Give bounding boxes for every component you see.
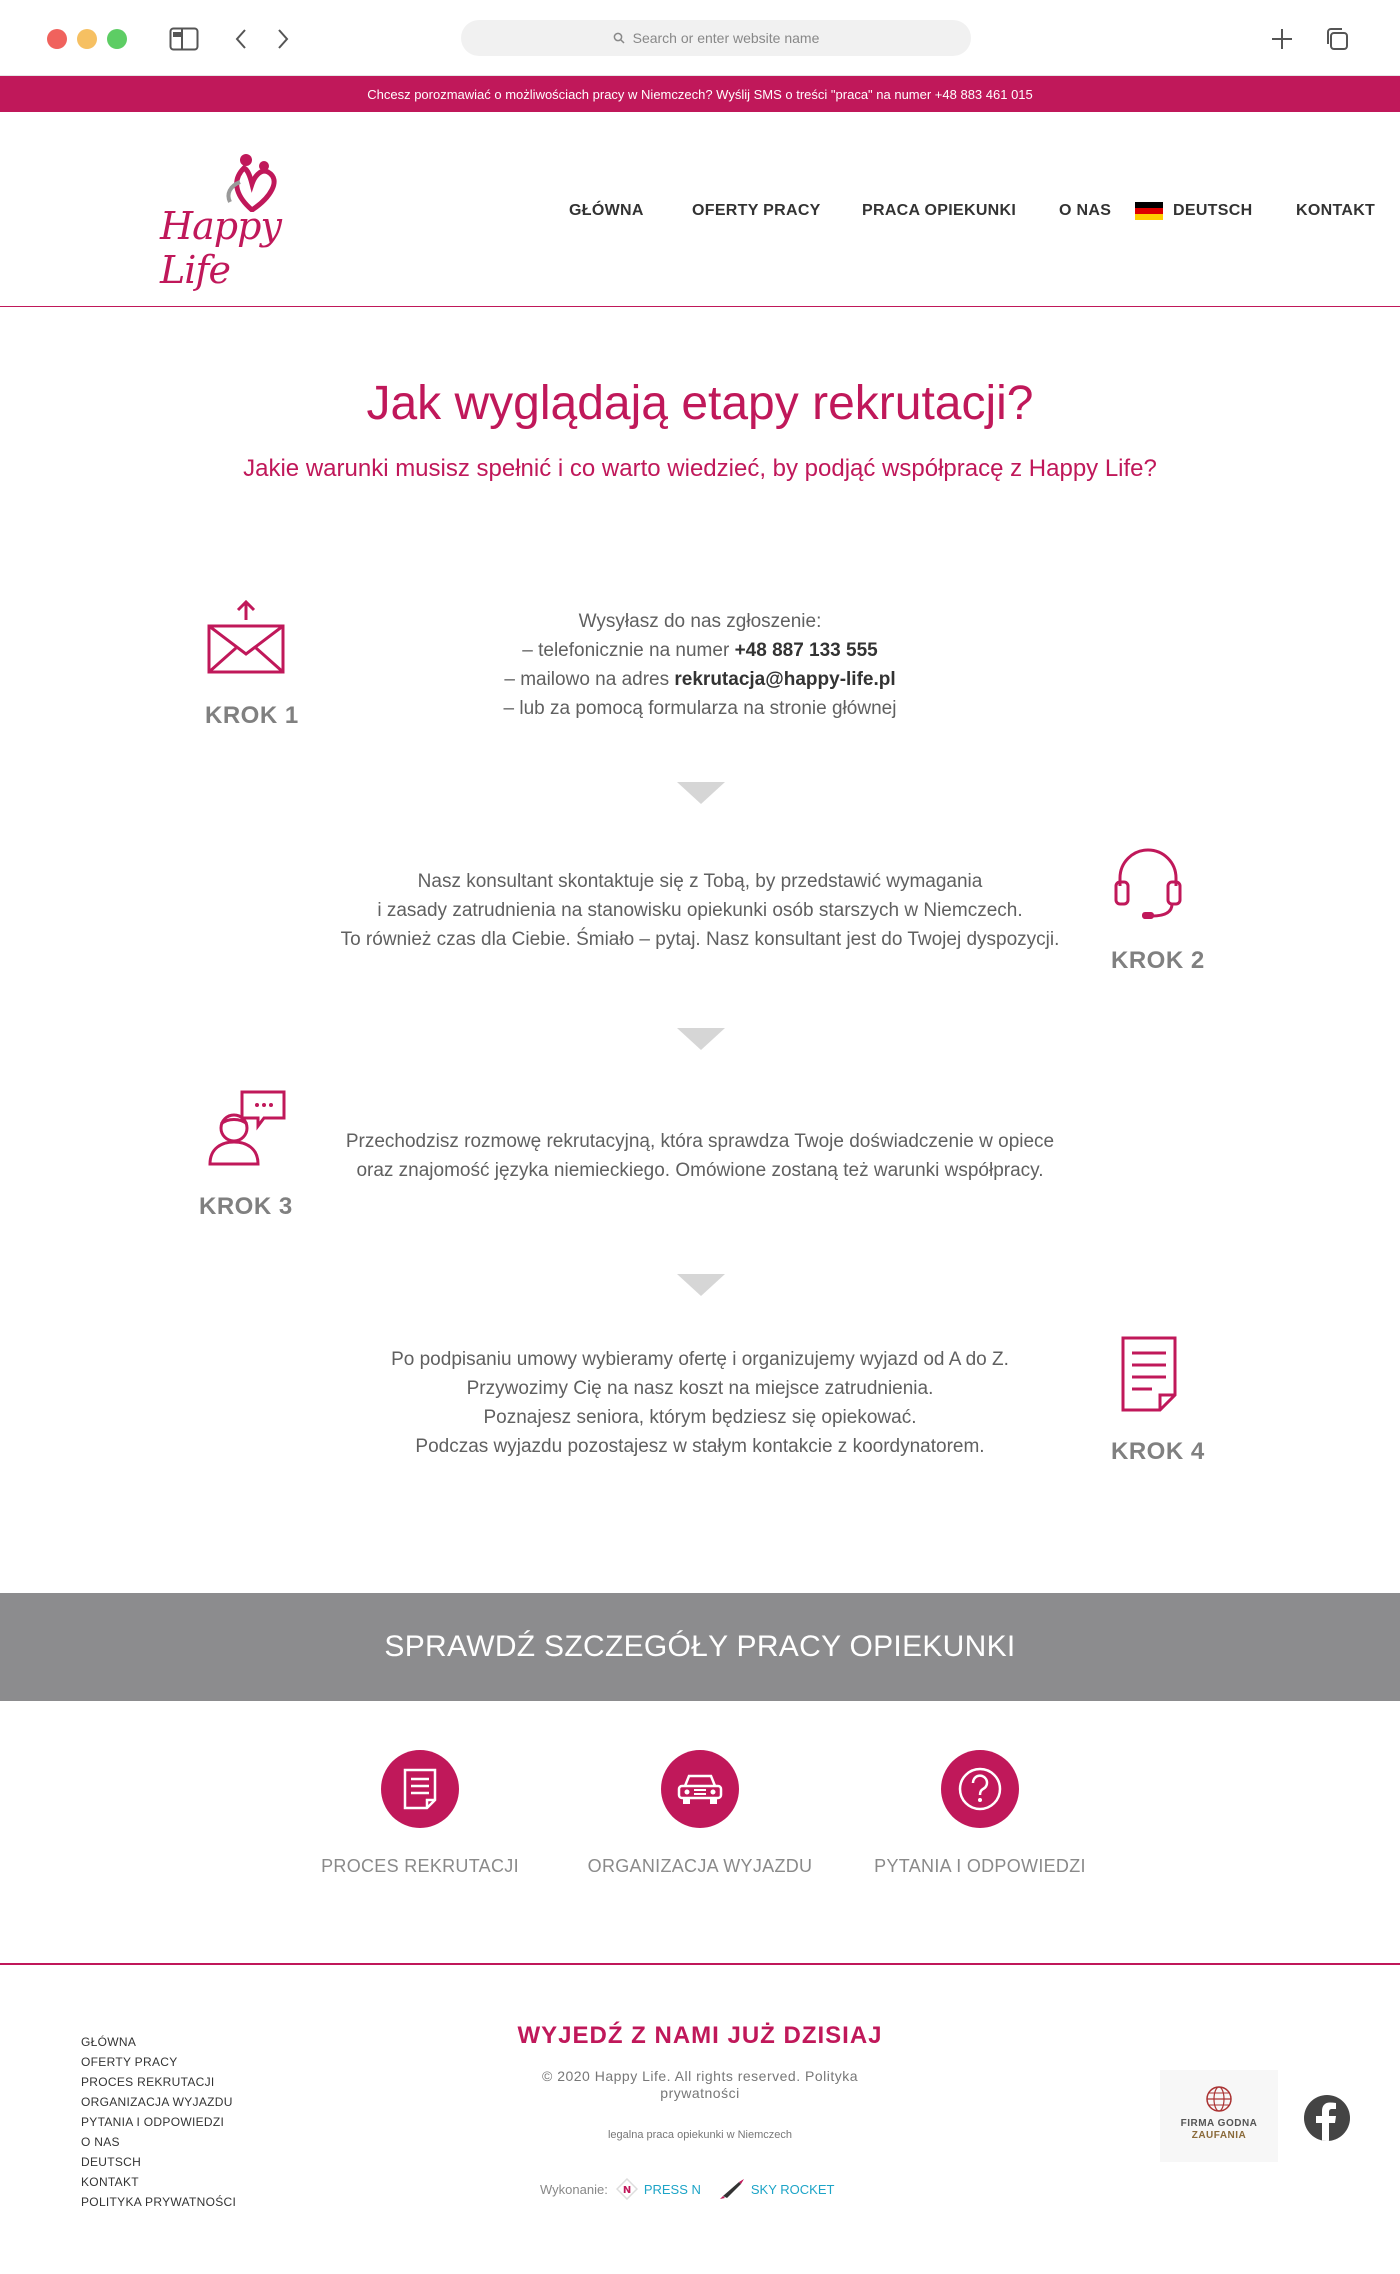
step-4-line-4: Podczas wyjazdu pozostajesz w stałym kontakcie z koordynatorem. <box>415 1436 985 1457</box>
nav-kontakt[interactable]: KONTAKT <box>1296 202 1376 219</box>
happy-life-logo[interactable] <box>160 152 330 292</box>
forward-icon[interactable] <box>268 22 298 56</box>
feature-circle <box>941 1750 1019 1828</box>
step-1-label: KROK 1 <box>205 702 299 729</box>
browser-toolbar <box>0 0 1400 76</box>
press-n-logo-icon <box>616 2178 638 2200</box>
person-chat-icon <box>206 1088 286 1170</box>
page-title: Jak wyglądają etapy rekrutacji? <box>366 377 1034 430</box>
search-icon <box>613 32 625 44</box>
footer-link-proces-rekrutacji[interactable]: PROCES REKRUTACJI <box>81 2075 215 2089</box>
credit-press-n[interactable]: N PRESS N <box>616 2178 701 2200</box>
rocket-icon <box>719 2178 745 2200</box>
footer-link-pytania[interactable]: PYTANIA I ODPOWIEDZI <box>81 2115 225 2129</box>
close-window-button[interactable] <box>47 29 67 49</box>
footer-links <box>81 2032 236 2212</box>
footer-link-o-nas[interactable]: O NAS <box>81 2135 120 2149</box>
globe-badge-icon <box>1204 2084 1234 2114</box>
step-arrow-3 <box>677 1274 725 1296</box>
question-icon <box>957 1766 1003 1812</box>
envelope-upload-icon <box>206 600 286 679</box>
trust-line-2: ZAUFANIA <box>1191 2130 1247 2141</box>
email-address[interactable]: rekrutacja@happy-life.pl <box>674 669 896 690</box>
maximize-window-button[interactable] <box>107 29 127 49</box>
nav-deutsch[interactable] <box>1135 202 1252 220</box>
step-4-line-2: Przywozimy Cię na nasz koszt na miejsce zatrudnienia. <box>466 1378 934 1399</box>
footer-credits <box>540 2178 834 2200</box>
step-arrow-2 <box>677 1028 725 1050</box>
step-3-text <box>300 1127 1100 1185</box>
step-2-line-2: i zasady zatrudnienia na stanowisku opiekunki osób starszych w Niemczech. <box>377 900 1023 921</box>
nav-oferty-pracy[interactable]: OFERTY PRACY <box>692 202 821 219</box>
step-1-line-1: Wysyłasz do nas zgłoszenie: <box>578 611 822 632</box>
step-3-line-2: oraz znajomość języka niemieckiego. Omówione zostaną też warunki współpracy. <box>356 1160 1044 1181</box>
footer-link-glowna[interactable]: GŁÓWNA <box>81 2035 137 2049</box>
sms-info-text: Chcesz porozmawiać o możliwościach pracy w Niemczech? Wyślij SMS o treści "praca" na numer +48 883 461 015 <box>367 86 1033 102</box>
step-4-line-3: Poznajesz seniora, którym będziesz się opiekować. <box>483 1407 917 1428</box>
footer-link-deutsch[interactable]: DEUTSCH <box>81 2155 142 2169</box>
footer-link-kontakt[interactable]: KONTAKT <box>81 2175 139 2189</box>
nav-o-nas[interactable]: O NAS <box>1059 202 1112 219</box>
step-4-text <box>300 1345 1100 1461</box>
step-4-label: KROK 4 <box>1111 1438 1205 1465</box>
feature-organizacja-wyjazdu[interactable] <box>570 1750 830 1877</box>
footer-copyright: © 2020 Happy Life. All rights reserved. Polityka prywatności <box>541 2068 859 2101</box>
back-icon[interactable] <box>226 22 256 56</box>
footer-divider <box>0 1963 1400 1965</box>
feature-label: PROCES REKRUTACJI <box>321 1856 519 1876</box>
new-tab-icon[interactable] <box>1265 22 1299 56</box>
sidebar-toggle-icon[interactable] <box>168 22 200 56</box>
car-icon <box>677 1772 723 1806</box>
minimize-window-button[interactable] <box>77 29 97 49</box>
details-banner-text: SPRAWDŹ SZCZEGÓŁY PRACY OPIEKUNKI <box>384 1630 1016 1663</box>
footer-link-polityka[interactable]: POLITYKA PRYWATNOŚCI <box>81 2195 237 2209</box>
footer-title: WYJEDŹ Z NAMI JUŻ DZISIAJ <box>517 2022 883 2049</box>
step-1-line-3: – mailowo na adres rekrutacja@happy-life.pl <box>504 669 896 690</box>
address-placeholder: Search or enter website name <box>632 30 820 46</box>
footer-link-oferty-pracy[interactable]: OFERTY PRACY <box>81 2055 178 2069</box>
address-bar[interactable] <box>461 20 971 56</box>
trusted-company-badge[interactable] <box>1160 2070 1278 2162</box>
sms-info-bar <box>0 76 1400 112</box>
headset-icon <box>1112 846 1184 924</box>
step-3-line-1: Przechodzisz rozmowę rekrutacyjną, która sprawdza Twoje doświadczenie w opiece <box>345 1131 1055 1152</box>
feature-circle <box>381 1750 459 1828</box>
logo-figures-icon <box>160 152 330 212</box>
details-banner[interactable] <box>0 1593 1400 1701</box>
feature-label: ORGANIZACJA WYJAZDU <box>587 1856 813 1876</box>
step-1-text <box>400 607 1000 723</box>
logo-text: Happy Life <box>160 204 281 292</box>
step-2-line-1: Nasz konsultant skontaktuje się z Tobą, by przedstawić wymagania <box>417 871 983 892</box>
nav-glowna[interactable]: GŁÓWNA <box>569 202 644 219</box>
footer-tagline: legalna praca opiekunki w Niemczech <box>607 2129 793 2141</box>
document-icon <box>1120 1335 1178 1417</box>
step-2-text <box>290 867 1110 954</box>
nav-deutsch-label: DEUTSCH <box>1173 202 1253 219</box>
facebook-icon[interactable] <box>1304 2095 1350 2141</box>
trust-line-1: FIRMA GODNA <box>1180 2118 1258 2129</box>
step-1-line-2: – telefonicznie na numer +48 887 133 555 <box>522 640 878 661</box>
phone-number[interactable]: +48 887 133 555 <box>734 640 878 661</box>
feature-circle <box>661 1750 739 1828</box>
step-arrow-1 <box>677 782 725 804</box>
feature-label: PYTANIA I ODPOWIEDZI <box>874 1856 1086 1876</box>
page-subtitle: Jakie warunki musisz spełnić i co warto wiedzieć, by podjąć współpracę z Happy Life? <box>243 455 1157 482</box>
step-2-label: KROK 2 <box>1111 947 1205 974</box>
site-header <box>0 112 1400 307</box>
nav-praca-opiekunki[interactable]: PRACA OPIEKUNKI <box>862 202 1017 219</box>
credit-sky-rocket[interactable]: SKY ROCKET <box>719 2178 835 2200</box>
german-flag-icon <box>1135 202 1163 220</box>
step-4-line-1: Po podpisaniu umowy wybieramy ofertę i organizujemy wyjazd od A do Z. <box>391 1349 1009 1370</box>
svg-text:N: N <box>622 2185 631 2196</box>
credits-label: Wykonanie: <box>540 2181 608 2197</box>
footer-link-organizacja-wyjazdu[interactable]: ORGANIZACJA WYJAZDU <box>81 2095 233 2109</box>
step-2-line-3: To również czas dla Ciebie. Śmiało – pytaj. Nasz konsultant jest do Twojej dyspozycji. <box>340 929 1060 950</box>
feature-proces-rekrutacji[interactable] <box>290 1750 550 1877</box>
step-1-line-4: – lub za pomocą formularza na stronie głównej <box>503 698 897 719</box>
document-icon <box>403 1768 437 1810</box>
step-3-label: KROK 3 <box>199 1193 293 1220</box>
tab-overview-icon[interactable] <box>1320 22 1354 56</box>
feature-pytania-i-odpowiedzi[interactable] <box>850 1750 1110 1877</box>
